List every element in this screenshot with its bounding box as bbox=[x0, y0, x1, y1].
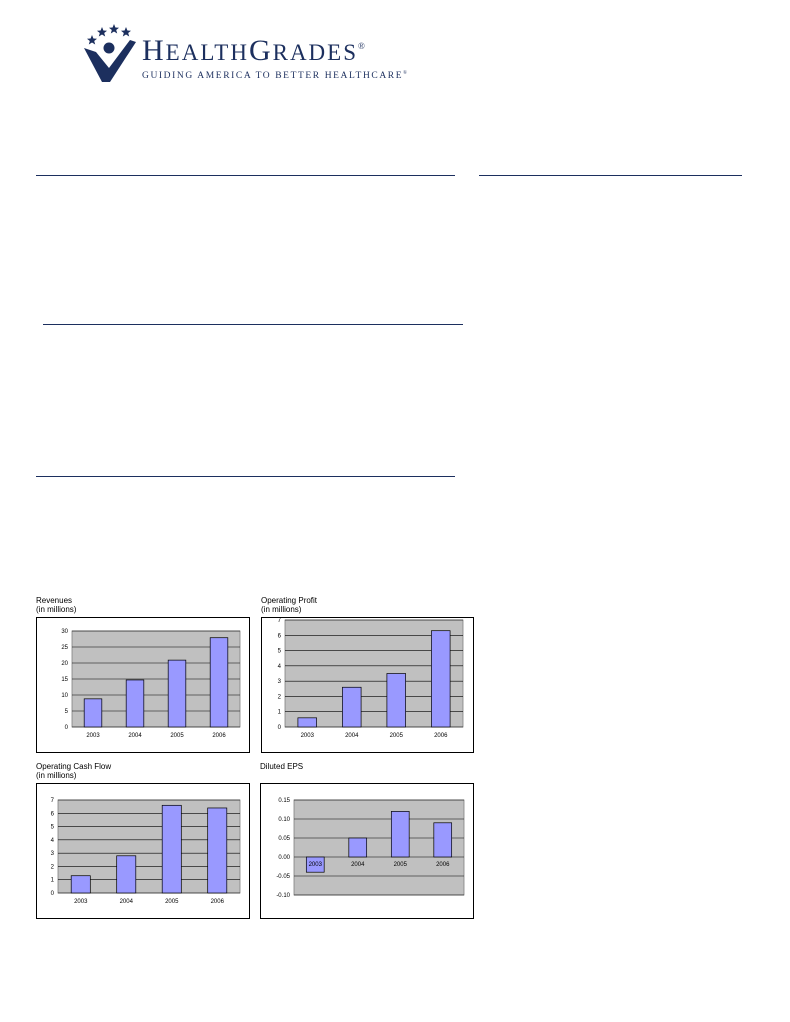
x-tick-label: 2004 bbox=[119, 899, 133, 905]
bar-2005 bbox=[162, 805, 181, 893]
bar-2005 bbox=[168, 660, 186, 727]
y-tick-label: 4 bbox=[50, 837, 54, 844]
chart-title: Operating Profit (in millions) bbox=[261, 596, 318, 614]
operating-profit-plot bbox=[261, 596, 475, 754]
bar-2004 bbox=[117, 856, 136, 893]
y-tick-label: 0 bbox=[50, 891, 54, 897]
bar-2003 bbox=[71, 876, 90, 893]
section-rule-right-top bbox=[479, 175, 742, 176]
y-tick-label: 0.05 bbox=[278, 836, 290, 842]
y-tick-label: 15 bbox=[61, 677, 68, 683]
bar-2003 bbox=[84, 699, 102, 727]
chart-title: Revenues (in millions) bbox=[36, 596, 77, 614]
x-tick-label: 2006 bbox=[434, 733, 448, 739]
revenues-chart bbox=[36, 596, 250, 754]
y-tick-label: 3 bbox=[50, 851, 54, 858]
brand-name: HEALTHGRADES® bbox=[142, 34, 367, 67]
y-tick-label: 0 bbox=[64, 725, 68, 731]
x-tick-label: 2003 bbox=[308, 862, 322, 868]
x-tick-label: 2003 bbox=[74, 899, 88, 905]
x-tick-label: 2003 bbox=[86, 733, 100, 739]
chart-title: Diluted EPS bbox=[260, 762, 304, 771]
bar-2004 bbox=[126, 680, 144, 727]
section-rule-middle bbox=[43, 324, 463, 325]
y-tick-label: -0.10 bbox=[276, 893, 290, 899]
bar-2003 bbox=[298, 718, 317, 727]
x-tick-label: 2005 bbox=[165, 899, 179, 905]
y-tick-label: 5 bbox=[277, 648, 281, 655]
x-tick-label: 2006 bbox=[210, 899, 224, 905]
y-tick-label: 6 bbox=[277, 633, 281, 640]
bar-2005 bbox=[391, 811, 409, 857]
healthgrades-logo bbox=[80, 22, 420, 84]
bar-2005 bbox=[387, 674, 406, 728]
bar-2006 bbox=[208, 808, 227, 893]
bar-2004 bbox=[349, 838, 367, 857]
y-tick-label: 1 bbox=[277, 709, 281, 716]
diluted-eps-plot bbox=[260, 762, 474, 920]
operating-cash-flow-plot bbox=[36, 762, 250, 920]
x-tick-label: 2003 bbox=[300, 733, 314, 739]
section-rule-left-bottom bbox=[36, 476, 455, 477]
y-tick-label: 0 bbox=[277, 725, 281, 731]
y-tick-label: 0.10 bbox=[278, 817, 290, 823]
y-tick-label: 0.00 bbox=[278, 855, 290, 861]
y-tick-label: 25 bbox=[61, 645, 68, 651]
y-tick-label: -0.05 bbox=[276, 874, 290, 880]
y-tick-label: 30 bbox=[61, 629, 68, 635]
y-tick-label: 20 bbox=[61, 661, 68, 667]
x-tick-label: 2004 bbox=[128, 733, 142, 739]
x-tick-label: 2004 bbox=[345, 733, 359, 739]
y-tick-label: 6 bbox=[50, 811, 54, 818]
chart-title: Operating Cash Flow (in millions) bbox=[36, 762, 112, 780]
x-tick-label: 2005 bbox=[170, 733, 184, 739]
y-tick-label: 3 bbox=[277, 679, 281, 686]
y-tick-label: 1 bbox=[50, 877, 54, 884]
diluted-eps-chart bbox=[260, 762, 474, 920]
revenues-plot bbox=[36, 596, 250, 754]
y-tick-label: 5 bbox=[50, 824, 54, 831]
y-tick-label: 10 bbox=[61, 693, 68, 699]
y-tick-label: 4 bbox=[277, 663, 281, 670]
section-rule-left-top bbox=[36, 175, 455, 176]
brand-tagline: GUIDING AMERICA TO BETTER HEALTHCARE® bbox=[142, 71, 409, 82]
operating-profit-chart bbox=[261, 596, 475, 754]
x-tick-label: 2004 bbox=[351, 862, 365, 868]
y-tick-label: 5 bbox=[64, 709, 68, 715]
bar-2006 bbox=[210, 638, 228, 727]
y-tick-label: 2 bbox=[277, 694, 281, 701]
y-tick-label: 7 bbox=[50, 798, 54, 804]
x-tick-label: 2006 bbox=[212, 733, 226, 739]
x-tick-label: 2006 bbox=[436, 862, 450, 868]
y-tick-label: 2 bbox=[50, 864, 54, 871]
y-tick-label: 0.15 bbox=[278, 798, 290, 804]
x-tick-label: 2005 bbox=[389, 733, 403, 739]
operating-cash-flow-chart bbox=[36, 762, 250, 920]
bar-2006 bbox=[431, 631, 450, 727]
healthgrades-emblem-icon bbox=[80, 22, 138, 84]
bar-2006 bbox=[434, 823, 452, 857]
x-tick-label: 2005 bbox=[393, 862, 407, 868]
y-tick-label: 7 bbox=[277, 618, 281, 624]
bar-2004 bbox=[342, 687, 361, 727]
